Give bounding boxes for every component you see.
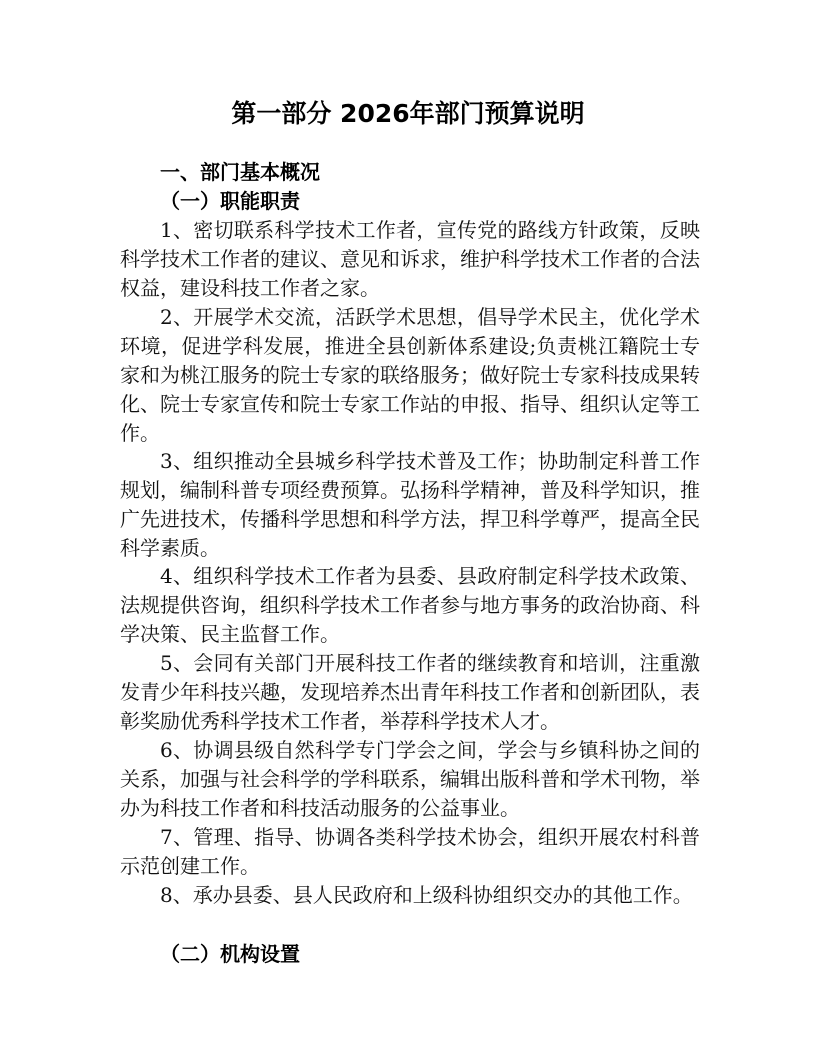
paragraph-item-7: 7、管理、指导、协调各类科学技术协会，组织开展农村科普示范创建工作。: [120, 825, 700, 878]
paragraph-item-1: 1、密切联系科学技术工作者，宣传党的路线方针政策，反映科学技术工作者的建议、意见和诉求，维护科学技术工作者的合法权益，建设科技工作者之家。: [120, 218, 700, 300]
subsection-heading-functions: （一）职能职责: [160, 189, 300, 213]
section-heading: 一、部门基本概况: [160, 160, 320, 184]
paragraph-item-3: 3、组织推动全县城乡科学技术普及工作；协助制定科普工作规划，编制科普专项经费预算。弘扬科学精神，普及科学知识，推广先进技术，传播科学思想和科学方法，捍卫科学尊严，提高全民科学素质。: [120, 449, 700, 560]
paragraph-item-6: 6、协调县级自然科学专门学会之间，学会与乡镇科协之间的关系，加强与社会科学的学科联系，编辑出版科普和学术刊物，举办为科技工作者和科技活动服务的公益事业。: [120, 738, 700, 820]
paragraph-item-4: 4、组织科学技术工作者为县委、县政府制定科学技术政策、法规提供咨询，组织科学技术工作者参与地方事务的政治协商、科学决策、民主监督工作。: [120, 564, 700, 646]
paragraph-item-5: 5、会同有关部门开展科技工作者的继续教育和培训，注重激发青少年科技兴趣，发现培养杰出青年科技工作者和创新团队，表彰奖励优秀科学技术工作者，举荐科学技术人才。: [120, 651, 700, 733]
paragraph-item-8: 8、承办县委、县人民政府和上级科协组织交办的其他工作。: [160, 883, 693, 907]
page-title: 第一部分 2026年部门预算说明: [231, 99, 585, 128]
subsection-heading-organization: （二）机构设置: [160, 942, 300, 966]
paragraph-item-2: 2、开展学术交流，活跃学术思想，倡导学术民主，优化学术环境，促进学科发展，推进全县创新体系建设;负责桃江籍院士专家和为桃江服务的院士专家的联络服务；做好院士专家科技成果转化、院士专家宣传和院士专家工作站的申报、指导、组织认定等工作。: [120, 305, 700, 445]
